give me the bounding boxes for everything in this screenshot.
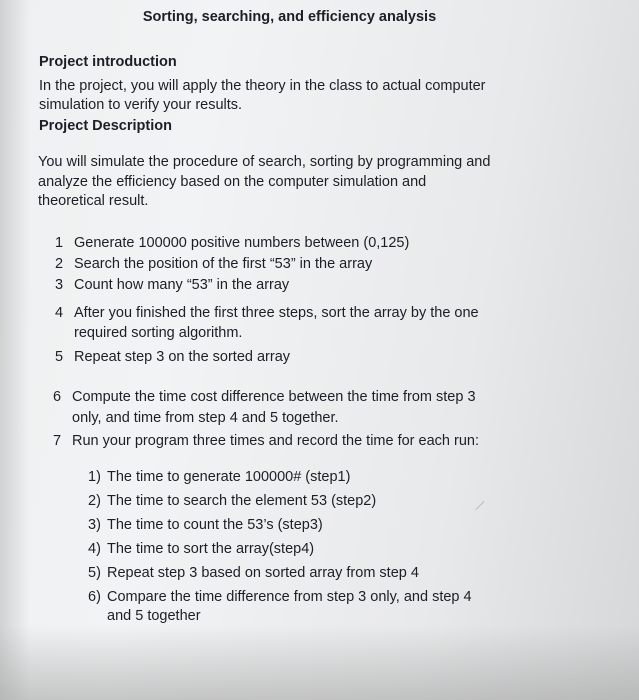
step-text: Compute the time cost difference between the time from step 3 <box>72 389 476 405</box>
intro-heading: Project introduction <box>39 54 177 70</box>
step-text: After you finished the first three steps, sort the array by the one <box>74 305 479 321</box>
subitem-number: 5) <box>88 565 101 581</box>
step-number: 1 <box>55 235 64 251</box>
subitem-text: and 5 together <box>107 608 201 624</box>
subitem-text: The time to count the 53’s (step3) <box>107 517 323 533</box>
subitem-text: Repeat step 3 based on sorted array from step 4 <box>107 565 419 581</box>
subitem-text: Compare the time difference from step 3 only, and step 4 <box>107 589 472 605</box>
description-line: analyze the efficiency based on the computer simulation and <box>38 174 427 190</box>
subitem-text: The time to generate 100000# (step1) <box>107 469 351 485</box>
step-number: 3 <box>55 277 64 293</box>
subitem-text: The time to search the element 53 (step2) <box>107 493 377 509</box>
pen-mark <box>475 501 484 510</box>
description-line: theoretical result. <box>38 193 149 209</box>
subitem-number: 2) <box>88 493 101 509</box>
subitem-number: 3) <box>88 517 101 533</box>
description-heading: Project Description <box>39 118 172 134</box>
description-line: You will simulate the procedure of search, sorting by programming and <box>38 154 491 170</box>
step-text: only, and time from step 4 and 5 together. <box>72 410 339 426</box>
subitem-text: The time to sort the array(step4) <box>107 541 315 557</box>
step-number: 5 <box>55 349 64 365</box>
subitem-number: 6) <box>88 589 101 605</box>
intro-line: simulation to verify your results. <box>39 97 243 113</box>
step-text: Generate 100000 positive numbers between (0,125) <box>74 235 410 251</box>
step-text: required sorting algorithm. <box>74 325 243 341</box>
step-text: Repeat step 3 on the sorted array <box>74 349 291 365</box>
step-text: Count how many “53” in the array <box>74 277 290 293</box>
subitem-number: 1) <box>88 469 101 485</box>
intro-line: In the project, you will apply the theory in the class to actual computer <box>39 78 486 94</box>
step-text: Search the position of the first “53” in the array <box>74 256 373 272</box>
step-number: 6 <box>53 389 62 405</box>
subitem-number: 4) <box>88 541 101 557</box>
step-number: 4 <box>55 305 64 321</box>
step-number: 7 <box>53 433 62 449</box>
step-number: 2 <box>55 256 64 272</box>
document-title: Sorting, searching, and efficiency analysis <box>142 9 437 25</box>
step-text: Run your program three times and record the time for each run: <box>72 433 479 449</box>
